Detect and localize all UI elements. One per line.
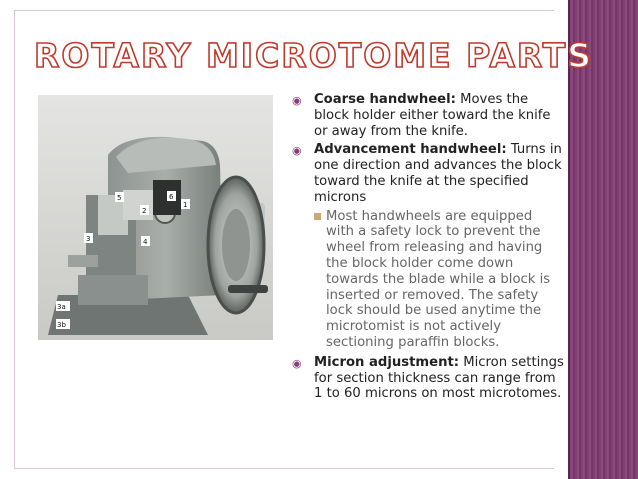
bullet-text: Moves the block holder either toward the knife or away from the knife. (314, 92, 551, 139)
sub-bullet-text: Most handwheels are equipped with a safety lock to prevent the wheel from releasing and having the block holder come down towards the blade while a block is inserted or removed. The safety lock should be used anytime the microtomist is not actively sectioning paraffin blocks. (326, 208, 551, 350)
frame-line-bottom (14, 468, 554, 469)
bullet-item-micron-adjustment (292, 355, 564, 402)
bullet-list (292, 92, 564, 405)
bullet-term: Advancement handwheel: (314, 142, 507, 158)
bullet-icon: ◉ (292, 356, 302, 370)
bullet-text: Turns in one direction and advances the block toward the knife at the specified microns (314, 142, 562, 205)
square-bullet-icon (314, 213, 321, 220)
frame-line-top (14, 10, 554, 11)
svg-text:6: 6 (169, 193, 174, 201)
svg-text:5: 5 (117, 194, 122, 202)
frame-line-left (14, 10, 15, 468)
svg-text:3: 3 (86, 235, 91, 243)
slide-title: ROTARY MICROTOME PARTS (34, 36, 594, 75)
svg-text:3b: 3b (57, 321, 66, 329)
svg-text:4: 4 (143, 238, 148, 246)
svg-text:1: 1 (183, 201, 188, 209)
svg-text:3a: 3a (57, 303, 66, 311)
bullet-icon: ◉ (292, 94, 302, 107)
bullet-item-advancement-handwheel (292, 142, 564, 205)
microtome-photo (38, 95, 273, 340)
bullet-term: Micron adjustment: (314, 354, 460, 370)
bullet-text: Micron settings for section thickness can range from 1 to 60 microns on most microtomes. (314, 354, 564, 402)
sub-bullet-item (292, 209, 564, 351)
svg-text:2: 2 (142, 207, 147, 215)
bullet-term: Coarse handwheel: (314, 92, 456, 107)
bullet-item-coarse-handwheel (292, 92, 564, 139)
bullet-icon: ◉ (292, 144, 302, 158)
microtome-illustration (38, 95, 273, 340)
